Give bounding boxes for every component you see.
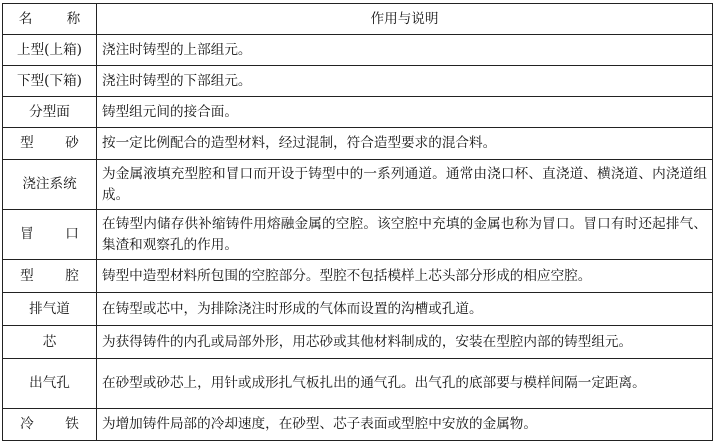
term-name: 型 砂 <box>3 128 97 160</box>
table-row <box>3 97 713 128</box>
table-row <box>3 66 713 97</box>
term-name: 上型(上箱) <box>3 35 97 66</box>
table-row <box>3 326 713 359</box>
term-description: 铸型组元间的接合面。 <box>97 97 713 128</box>
header-name: 名 称 <box>3 4 97 35</box>
term-name: 下型(下箱) <box>3 66 97 97</box>
term-name: 出气孔 <box>3 359 97 409</box>
header-row <box>3 4 713 35</box>
term-name: 型 腔 <box>3 260 97 293</box>
table-row <box>3 293 713 326</box>
table-row <box>3 359 713 409</box>
term-description: 浇注时铸型的上部组元。 <box>97 35 713 66</box>
term-name: 分型面 <box>3 97 97 128</box>
term-table <box>2 3 713 441</box>
term-name: 排气道 <box>3 293 97 326</box>
term-description: 为获得铸件的内孔或局部外形，用芯砂或其他材料制成的，安装在型腔内部的铸型组元。 <box>97 326 713 359</box>
table-row <box>3 160 713 210</box>
term-description: 在铸型内储存供补缩铸件用熔融金属的空腔。该空腔中充填的金属也称为冒口。冒口有时还起排气、集渣和观察孔的作用。 <box>97 210 713 260</box>
term-description: 按一定比例配合的造型材料，经过混制，符合造型要求的混合料。 <box>97 128 713 160</box>
term-description: 为金属液填充型腔和冒口而开设于铸型中的一系列通道。通常由浇口杯、直浇道、横浇道、内浇道组成。 <box>97 160 713 210</box>
header-description: 作用与说明 <box>97 4 713 35</box>
term-description: 铸型中造型材料所包围的空腔部分。型腔不包括模样上芯头部分形成的相应空腔。 <box>97 260 713 293</box>
term-description: 为增加铸件局部的冷却速度，在砂型、芯子表面或型腔中安放的金属物。 <box>97 409 713 441</box>
term-name: 冒 口 <box>3 210 97 260</box>
term-name: 浇注系统 <box>3 160 97 210</box>
term-description: 浇注时铸型的下部组元。 <box>97 66 713 97</box>
table-row <box>3 210 713 260</box>
table-row <box>3 128 713 160</box>
term-description: 在砂型或砂芯上，用针或成形扎气板扎出的通气孔。出气孔的底部要与模样间隔一定距离。 <box>97 359 713 409</box>
table-row <box>3 260 713 293</box>
table-row <box>3 35 713 66</box>
term-name: 冷 铁 <box>3 409 97 441</box>
table-row <box>3 409 713 441</box>
term-name: 芯 <box>3 326 97 359</box>
term-description: 在铸型或芯中，为排除浇注时形成的气体而设置的沟槽或孔道。 <box>97 293 713 326</box>
